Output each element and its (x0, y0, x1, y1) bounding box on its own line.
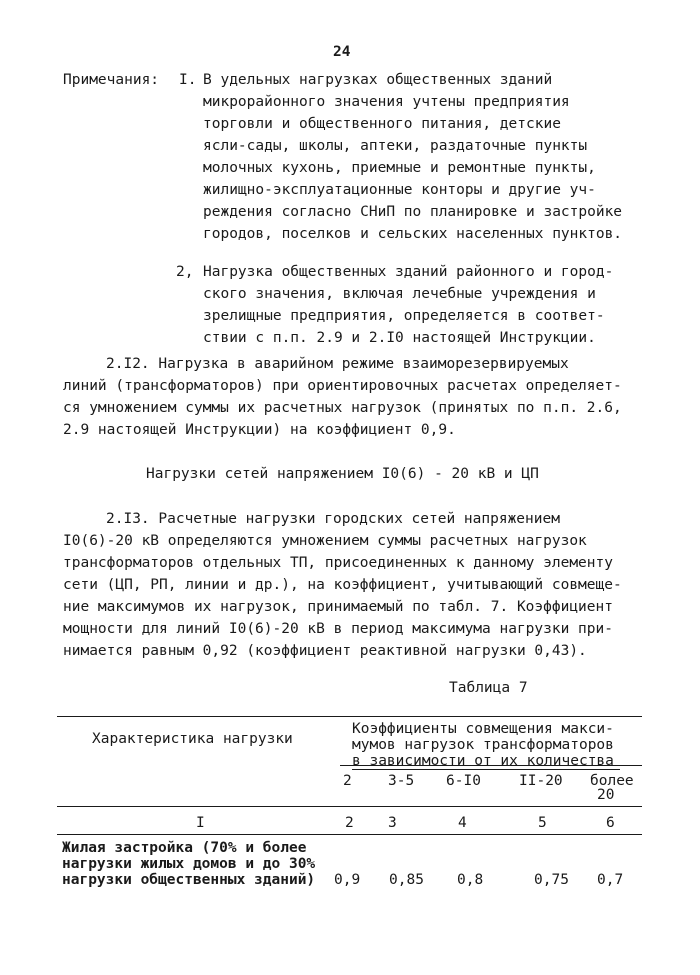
table-numbers-border (57, 834, 642, 835)
note-2-line: ствии с п.п. 2.9 и 2.I0 настоящей Инструкции. (203, 330, 596, 346)
group-header-line: Коэффициенты совмещения макси- (352, 721, 614, 737)
group-header-line: мумов нагрузок трансформаторов (352, 737, 614, 753)
sub-header-2: 2 (343, 773, 352, 789)
paragraph-line: трансформаторов отдельных ТП, присоединенных к данному элементу (63, 555, 613, 571)
table-cell: 0,9 (334, 872, 361, 888)
note-1-line: реждения согласно СНиП по планировке и застройке (203, 204, 623, 220)
row-label-line: Жилая застройка (70% и более (62, 840, 307, 856)
note-2-line: ского значения, включая лечебные учреждения и (203, 286, 596, 302)
paragraph-line: ние максимумов их нагрузок, принимаемый по табл. 7. Коэффициент (63, 599, 613, 615)
table-cell: 0,7 (597, 872, 624, 888)
paragraph-line: мощности для линий I0(6)-20 кВ в период максимума нагрузки при- (63, 621, 613, 637)
note-1-line: микрорайонного значения учтены предприятия (203, 94, 570, 110)
paragraph-line: 2.I3. Расчетные нагрузки городских сетей напряжением (106, 511, 560, 527)
column-number: 2 (345, 815, 354, 831)
sub-header-more-20: более (590, 773, 634, 789)
note-1-line: жилищно-эксплуатационные конторы и другие уч- (203, 182, 596, 198)
note-1-line: городов, поселков и сельских населенных пунктов. (203, 226, 623, 242)
column-number: I (196, 815, 205, 831)
group-header-underline (352, 769, 620, 770)
note-2-number: 2, (176, 264, 194, 280)
column-number: 6 (606, 815, 615, 831)
note-2-line: Нагрузка общественных зданий районного и город- (203, 264, 614, 280)
notes-label: Примечания: (63, 72, 160, 88)
sub-header-6-10: 6-I0 (446, 773, 481, 789)
group-header-line: в зависимости от их количества (352, 753, 614, 769)
note-1-number: I. (179, 72, 197, 88)
column-number: 4 (458, 815, 467, 831)
paragraph-line: ся умножением суммы их расчетных нагрузок (принятых по п.п. 2.6, (63, 400, 622, 416)
row-label-line: нагрузки жилых домов и до 30% (62, 856, 316, 872)
sub-header-3-5: 3-5 (388, 773, 415, 789)
note-1-line: В удельных нагрузках общественных зданий (203, 72, 553, 88)
column-header-characteristic: Характеристика нагрузки (92, 731, 293, 747)
table-caption: Таблица 7 (449, 680, 528, 696)
table-cell: 0,8 (457, 872, 484, 888)
paragraph-line: 2.9 настоящей Инструкции) на коэффициент 0,9. (63, 422, 456, 438)
row-label-line: нагрузки общественных зданий) (62, 872, 316, 888)
table-cell: 0,75 (534, 872, 569, 888)
page-number: 24 (333, 44, 351, 60)
note-1-line: ясли-сады, школы, аптеки, раздаточные пункты (203, 138, 588, 154)
note-1-line: молочных кухонь, приемные и ремонтные пункты, (203, 160, 596, 176)
note-1-line: торговли и общественного питания, детские (203, 116, 561, 132)
section-heading: Нагрузки сетей напряжением I0(6) - 20 кВ и ЦП (146, 466, 539, 482)
table-header-border (57, 806, 642, 807)
paragraph-line: нимается равным 0,92 (коэффициент реактивной нагрузки 0,43). (63, 643, 587, 659)
paragraph-line: сети (ЦП, РП, линии и др.), на коэффициент, учитывающий совмеще- (63, 577, 622, 593)
sub-header-more-20: 20 (597, 787, 615, 803)
table-cell: 0,85 (389, 872, 424, 888)
column-number: 5 (538, 815, 547, 831)
column-number: 3 (388, 815, 397, 831)
note-2-line: зрелищные предприятия, определяется в соответ- (203, 308, 605, 324)
sub-header-11-20: II-20 (519, 773, 563, 789)
table-top-border (57, 716, 642, 717)
paragraph-line: линий (трансформаторов) при ориентировочных расчетах определяет- (63, 378, 622, 394)
group-header-underline (340, 765, 642, 766)
paragraph-line: 2.I2. Нагрузка в аварийном режиме взаиморезервируемых (106, 356, 569, 372)
paragraph-line: I0(6)-20 кВ определяются умножением суммы расчетных нагрузок (63, 533, 587, 549)
